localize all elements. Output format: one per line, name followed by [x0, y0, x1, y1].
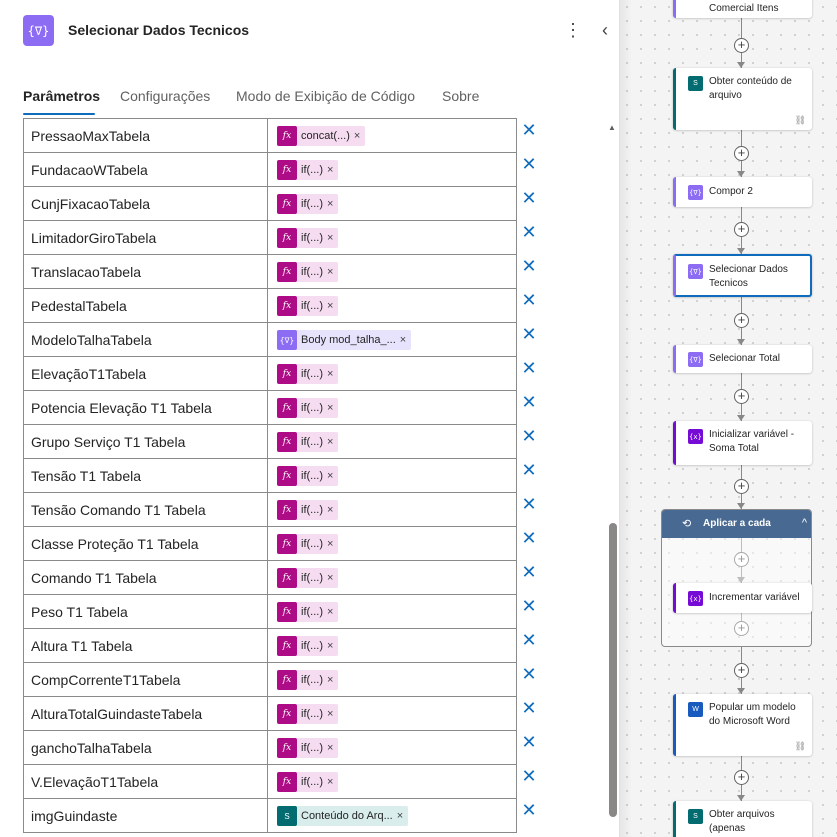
- parameter-row: [0, 152, 600, 186]
- data-operation-icon: {∇}: [688, 185, 703, 200]
- card-label: Selecionar Total: [709, 353, 780, 364]
- token-label: if(...): [301, 368, 323, 380]
- expression-fx-icon: fx: [277, 602, 297, 622]
- parameter-key-field[interactable]: PedestalTabela: [23, 288, 268, 323]
- parameter-value-field[interactable]: [267, 662, 517, 697]
- flow-card-obter-conteudo[interactable]: [673, 68, 812, 130]
- delete-row-icon[interactable]: ✕: [521, 732, 537, 752]
- parameter-key-field[interactable]: Altura T1 Tabela: [23, 628, 268, 663]
- delete-row-icon[interactable]: ✕: [521, 290, 537, 310]
- card-label: Incrementar variável: [709, 592, 800, 603]
- parameter-key-field[interactable]: Tensão Comando T1 Tabela: [23, 492, 268, 527]
- parameter-value-field[interactable]: [267, 458, 517, 493]
- card-label: Obter arquivos (apenas: [709, 809, 775, 834]
- parameter-value-field[interactable]: [267, 560, 517, 595]
- sharepoint-icon: S: [688, 76, 703, 91]
- parameter-key-field[interactable]: AlturaTotalGuindasteTabela: [23, 696, 268, 731]
- dynamic-content-token[interactable]: [277, 738, 338, 758]
- expression-fx-icon: fx: [277, 772, 297, 792]
- remove-token-icon[interactable]: ×: [327, 538, 334, 550]
- link-icon: ⛓: [794, 115, 806, 125]
- delete-row-icon[interactable]: ✕: [521, 392, 537, 412]
- remove-token-icon[interactable]: ×: [327, 300, 334, 312]
- remove-token-icon[interactable]: ×: [327, 164, 334, 176]
- parameter-value-field[interactable]: [267, 526, 517, 561]
- token-label: Conteúdo do Arq...: [301, 810, 393, 822]
- remove-token-icon[interactable]: ×: [399, 334, 407, 346]
- active-tab-indicator: [23, 113, 95, 115]
- delete-row-icon[interactable]: ✕: [521, 120, 537, 140]
- parameter-row: [0, 118, 600, 152]
- remove-token-icon[interactable]: ×: [327, 198, 334, 210]
- dynamic-content-token[interactable]: [277, 228, 338, 248]
- token-label: if(...): [301, 572, 323, 584]
- variable-icon: {x}: [688, 429, 703, 444]
- remove-token-icon[interactable]: ×: [396, 810, 404, 822]
- delete-row-icon[interactable]: ✕: [521, 766, 537, 786]
- token-label: if(...): [301, 606, 323, 618]
- parameter-row: [0, 288, 600, 322]
- parameter-key-field[interactable]: CunjFixacaoTabela: [23, 186, 268, 221]
- dynamic-content-token[interactable]: [277, 398, 338, 418]
- expression-fx-icon: fx: [277, 364, 297, 384]
- parameter-key-field[interactable]: FundacaoWTabela: [23, 152, 268, 187]
- dynamic-content-token[interactable]: [277, 330, 411, 350]
- parameter-row: [0, 560, 600, 594]
- tab-bar: [0, 86, 620, 116]
- token-label: if(...): [301, 742, 323, 754]
- remove-token-icon[interactable]: ×: [327, 674, 334, 686]
- expression-fx-icon: fx: [277, 228, 297, 248]
- remove-token-icon[interactable]: ×: [327, 232, 334, 244]
- remove-token-icon[interactable]: ×: [327, 470, 334, 482]
- token-label: if(...): [301, 504, 323, 516]
- add-step-button[interactable]: +: [734, 146, 749, 161]
- dynamic-content-token[interactable]: [277, 534, 338, 554]
- parameter-row: [0, 390, 600, 424]
- parameter-row: [0, 492, 600, 526]
- dynamic-content-token[interactable]: [277, 364, 338, 384]
- flow-card-incrementar-variavel[interactable]: [673, 583, 812, 613]
- dynamic-content-token[interactable]: [277, 194, 338, 214]
- token-label: if(...): [301, 538, 323, 550]
- tab-sobre[interactable]: Sobre: [442, 88, 480, 104]
- parameter-row: [0, 696, 600, 730]
- parameter-row: [0, 594, 600, 628]
- dynamic-content-token[interactable]: [277, 670, 338, 690]
- delete-row-icon[interactable]: ✕: [521, 562, 537, 582]
- sharepoint-icon: S: [277, 806, 297, 826]
- dynamic-content-token[interactable]: [277, 636, 338, 656]
- parameter-row: [0, 764, 600, 798]
- parameter-row: [0, 254, 600, 288]
- data-operation-icon: {∇}: [277, 330, 297, 350]
- token-label: if(...): [301, 402, 323, 414]
- panel-header: [0, 0, 620, 62]
- remove-token-icon[interactable]: ×: [327, 640, 334, 652]
- delete-row-icon[interactable]: ✕: [521, 664, 537, 684]
- parameter-row: [0, 628, 600, 662]
- remove-token-icon[interactable]: ×: [327, 504, 334, 516]
- flow-card-compor-2[interactable]: [673, 177, 812, 207]
- card-label: Compor 2: [709, 186, 753, 197]
- remove-token-icon[interactable]: ×: [353, 130, 361, 142]
- expression-fx-icon: fx: [277, 670, 297, 690]
- parameter-value-field[interactable]: [267, 594, 517, 629]
- remove-token-icon[interactable]: ×: [327, 776, 334, 788]
- add-step-button[interactable]: +: [734, 389, 749, 404]
- flow-card-selecionar-total[interactable]: [673, 345, 812, 373]
- parameter-key-field[interactable]: TranslacaoTabela: [23, 254, 268, 289]
- token-label: concat(...): [301, 130, 350, 142]
- remove-token-icon[interactable]: ×: [327, 742, 334, 754]
- scope-label: Aplicar a cada: [703, 518, 771, 529]
- parameter-row: [0, 730, 600, 764]
- parameter-key-field[interactable]: Comando T1 Tabela: [23, 560, 268, 595]
- token-label: if(...): [301, 640, 323, 652]
- parameter-row: [0, 356, 600, 390]
- parameter-row: [0, 424, 600, 458]
- remove-token-icon[interactable]: ×: [327, 436, 334, 448]
- parameter-value-field[interactable]: [267, 220, 517, 255]
- token-label: if(...): [301, 776, 323, 788]
- chevron-up-icon[interactable]: ^: [801, 517, 807, 529]
- remove-token-icon[interactable]: ×: [327, 266, 334, 278]
- parameter-value-field[interactable]: [267, 322, 517, 357]
- add-step-button[interactable]: +: [734, 38, 749, 53]
- parameter-row: [0, 526, 600, 560]
- data-operation-icon: {∇}: [688, 264, 703, 279]
- parameter-key-field[interactable]: ganchoTalhaTabela: [23, 730, 268, 765]
- parameter-value-field[interactable]: [267, 764, 517, 799]
- tab-modo-exibicao-codigo[interactable]: Modo de Exibição de Código: [236, 88, 416, 104]
- remove-token-icon[interactable]: ×: [327, 368, 334, 380]
- remove-token-icon[interactable]: ×: [327, 708, 334, 720]
- token-label: if(...): [301, 232, 323, 244]
- delete-row-icon[interactable]: ✕: [521, 188, 537, 208]
- flow-designer-canvas[interactable]: [620, 0, 837, 837]
- apply-to-each-scope[interactable]: [661, 509, 812, 647]
- delete-row-icon[interactable]: ✕: [521, 800, 537, 820]
- expression-fx-icon: fx: [277, 262, 297, 282]
- flow-card-selecionar-dados-tecnicos[interactable]: [673, 254, 812, 297]
- parameter-row: [0, 220, 600, 254]
- token-label: if(...): [301, 300, 323, 312]
- token-label: if(...): [301, 164, 323, 176]
- dynamic-content-token[interactable]: [277, 500, 338, 520]
- add-step-button[interactable]: +: [734, 770, 749, 785]
- delete-row-icon[interactable]: ✕: [521, 324, 537, 344]
- parameter-value-field[interactable]: [267, 186, 517, 221]
- parameter-key-field[interactable]: Tensão T1 Tabela: [23, 458, 268, 493]
- parameter-value-field[interactable]: [267, 798, 517, 833]
- dynamic-content-token[interactable]: [277, 160, 338, 180]
- dynamic-content-token[interactable]: [277, 806, 408, 826]
- tab-configuracoes[interactable]: Configurações: [120, 88, 211, 104]
- card-label: Obter conteúdo de arquivo: [709, 76, 792, 101]
- parameter-row: [0, 662, 600, 696]
- add-step-button[interactable]: +: [734, 479, 749, 494]
- expression-fx-icon: fx: [277, 466, 297, 486]
- parameter-key-field[interactable]: V.ElevaçãoT1Tabela: [23, 764, 268, 799]
- parameter-row: [0, 322, 600, 356]
- delete-row-icon[interactable]: ✕: [521, 358, 537, 378]
- expression-fx-icon: fx: [277, 568, 297, 588]
- token-label: if(...): [301, 708, 323, 720]
- parameter-key-field[interactable]: PressaoMaxTabela: [23, 118, 268, 153]
- dynamic-content-token[interactable]: [277, 602, 338, 622]
- dynamic-content-token[interactable]: [277, 262, 338, 282]
- token-label: if(...): [301, 198, 323, 210]
- parameter-key-field[interactable]: Potencia Elevação T1 Tabela: [23, 390, 268, 425]
- expression-fx-icon: fx: [277, 296, 297, 316]
- token-label: if(...): [301, 266, 323, 278]
- flow-card-popular-modelo-word[interactable]: [673, 694, 812, 756]
- delete-row-icon[interactable]: ✕: [521, 494, 537, 514]
- dynamic-content-token[interactable]: [277, 296, 338, 316]
- parameter-map-rows: [0, 118, 600, 837]
- parameter-value-field[interactable]: [267, 118, 517, 153]
- remove-token-icon[interactable]: ×: [327, 572, 334, 584]
- panel-title: Selecionar Dados Tecnicos: [68, 22, 250, 38]
- dynamic-content-token[interactable]: [277, 126, 365, 146]
- scroll-up-arrow-icon[interactable]: ▲: [608, 123, 616, 132]
- parameter-key-field[interactable]: CompCorrenteT1Tabela: [23, 662, 268, 697]
- delete-row-icon[interactable]: ✕: [521, 222, 537, 242]
- parameter-key-field[interactable]: ModeloTalhaTabela: [23, 322, 268, 357]
- delete-row-icon[interactable]: ✕: [521, 256, 537, 276]
- expression-fx-icon: fx: [277, 534, 297, 554]
- parameter-row: [0, 186, 600, 220]
- link-icon: ⛓: [794, 741, 806, 751]
- flow-card-obter-arquivos[interactable]: [673, 801, 812, 837]
- parameter-key-field[interactable]: LimitadorGiroTabela: [23, 220, 268, 255]
- parameter-row: [0, 798, 600, 832]
- add-step-button[interactable]: +: [734, 621, 749, 636]
- parameter-row: [0, 458, 600, 492]
- delete-row-icon[interactable]: ✕: [521, 698, 537, 718]
- token-label: if(...): [301, 436, 323, 448]
- parameter-value-field[interactable]: [267, 152, 517, 187]
- token-label: Body mod_talha_...: [301, 334, 396, 346]
- delete-row-icon[interactable]: ✕: [521, 596, 537, 616]
- parameter-value-field[interactable]: [267, 730, 517, 765]
- parameter-value-field[interactable]: [267, 492, 517, 527]
- collapse-panel-button[interactable]: ‹: [602, 20, 608, 40]
- expression-fx-icon: fx: [277, 432, 297, 452]
- dynamic-content-token[interactable]: [277, 568, 338, 588]
- card-label: Comercial Itens: [709, 3, 779, 14]
- parameter-value-field[interactable]: [267, 390, 517, 425]
- delete-row-icon[interactable]: ✕: [521, 630, 537, 650]
- add-step-button[interactable]: +: [734, 313, 749, 328]
- more-options-button[interactable]: ⋮: [564, 20, 582, 40]
- data-operation-icon: {∇}: [688, 352, 703, 367]
- expression-fx-icon: fx: [277, 126, 297, 146]
- add-step-button[interactable]: +: [734, 552, 749, 567]
- card-label: Inicializar variável - Soma Total: [709, 429, 795, 454]
- panel-shadow: [620, 0, 632, 837]
- parameter-key-field[interactable]: Classe Proteção T1 Tabela: [23, 526, 268, 561]
- parameter-value-field[interactable]: [267, 424, 517, 459]
- card-label: Selecionar Dados Tecnicos: [709, 264, 788, 289]
- expression-fx-icon: fx: [277, 194, 297, 214]
- expression-fx-icon: fx: [277, 704, 297, 724]
- dynamic-content-token[interactable]: [277, 772, 338, 792]
- parameter-key-field[interactable]: Grupo Serviço T1 Tabela: [23, 424, 268, 459]
- delete-row-icon[interactable]: ✕: [521, 460, 537, 480]
- card-label: Popular um modelo do Microsoft Word: [709, 702, 796, 727]
- token-label: if(...): [301, 674, 323, 686]
- tab-parametros[interactable]: Parâmetros: [23, 88, 101, 104]
- word-icon: W: [688, 702, 703, 717]
- delete-row-icon[interactable]: ✕: [521, 426, 537, 446]
- sharepoint-icon: S: [688, 809, 703, 824]
- loop-icon: ⟲: [682, 518, 692, 530]
- expression-fx-icon: fx: [277, 738, 297, 758]
- parameter-value-field[interactable]: [267, 696, 517, 731]
- remove-token-icon[interactable]: ×: [327, 402, 334, 414]
- parameter-value-field[interactable]: [267, 628, 517, 663]
- parameter-value-field[interactable]: [267, 254, 517, 289]
- delete-row-icon[interactable]: ✕: [521, 154, 537, 174]
- parameter-value-field[interactable]: [267, 356, 517, 391]
- vertical-scrollbar-thumb[interactable]: [609, 523, 617, 817]
- dynamic-content-token[interactable]: [277, 432, 338, 452]
- parameter-key-field[interactable]: Peso T1 Tabela: [23, 594, 268, 629]
- expression-fx-icon: fx: [277, 636, 297, 656]
- delete-row-icon[interactable]: ✕: [521, 528, 537, 548]
- parameter-value-field[interactable]: [267, 288, 517, 323]
- flow-card-inicializar-variavel[interactable]: [673, 421, 812, 465]
- flow-card-comercial-itens[interactable]: [673, 0, 812, 18]
- dynamic-content-token[interactable]: [277, 704, 338, 724]
- dynamic-content-token[interactable]: [277, 466, 338, 486]
- add-step-button[interactable]: +: [734, 663, 749, 678]
- parameter-key-field[interactable]: imgGuindaste: [23, 798, 268, 833]
- add-step-button[interactable]: +: [734, 222, 749, 237]
- data-operation-icon: {∇}: [23, 15, 54, 46]
- expression-fx-icon: fx: [277, 500, 297, 520]
- token-label: if(...): [301, 470, 323, 482]
- parameter-key-field[interactable]: ElevaçãoT1Tabela: [23, 356, 268, 391]
- expression-fx-icon: fx: [277, 398, 297, 418]
- variable-icon: {x}: [688, 591, 703, 606]
- remove-token-icon[interactable]: ×: [327, 606, 334, 618]
- scope-header[interactable]: [662, 510, 811, 538]
- expression-fx-icon: fx: [277, 160, 297, 180]
